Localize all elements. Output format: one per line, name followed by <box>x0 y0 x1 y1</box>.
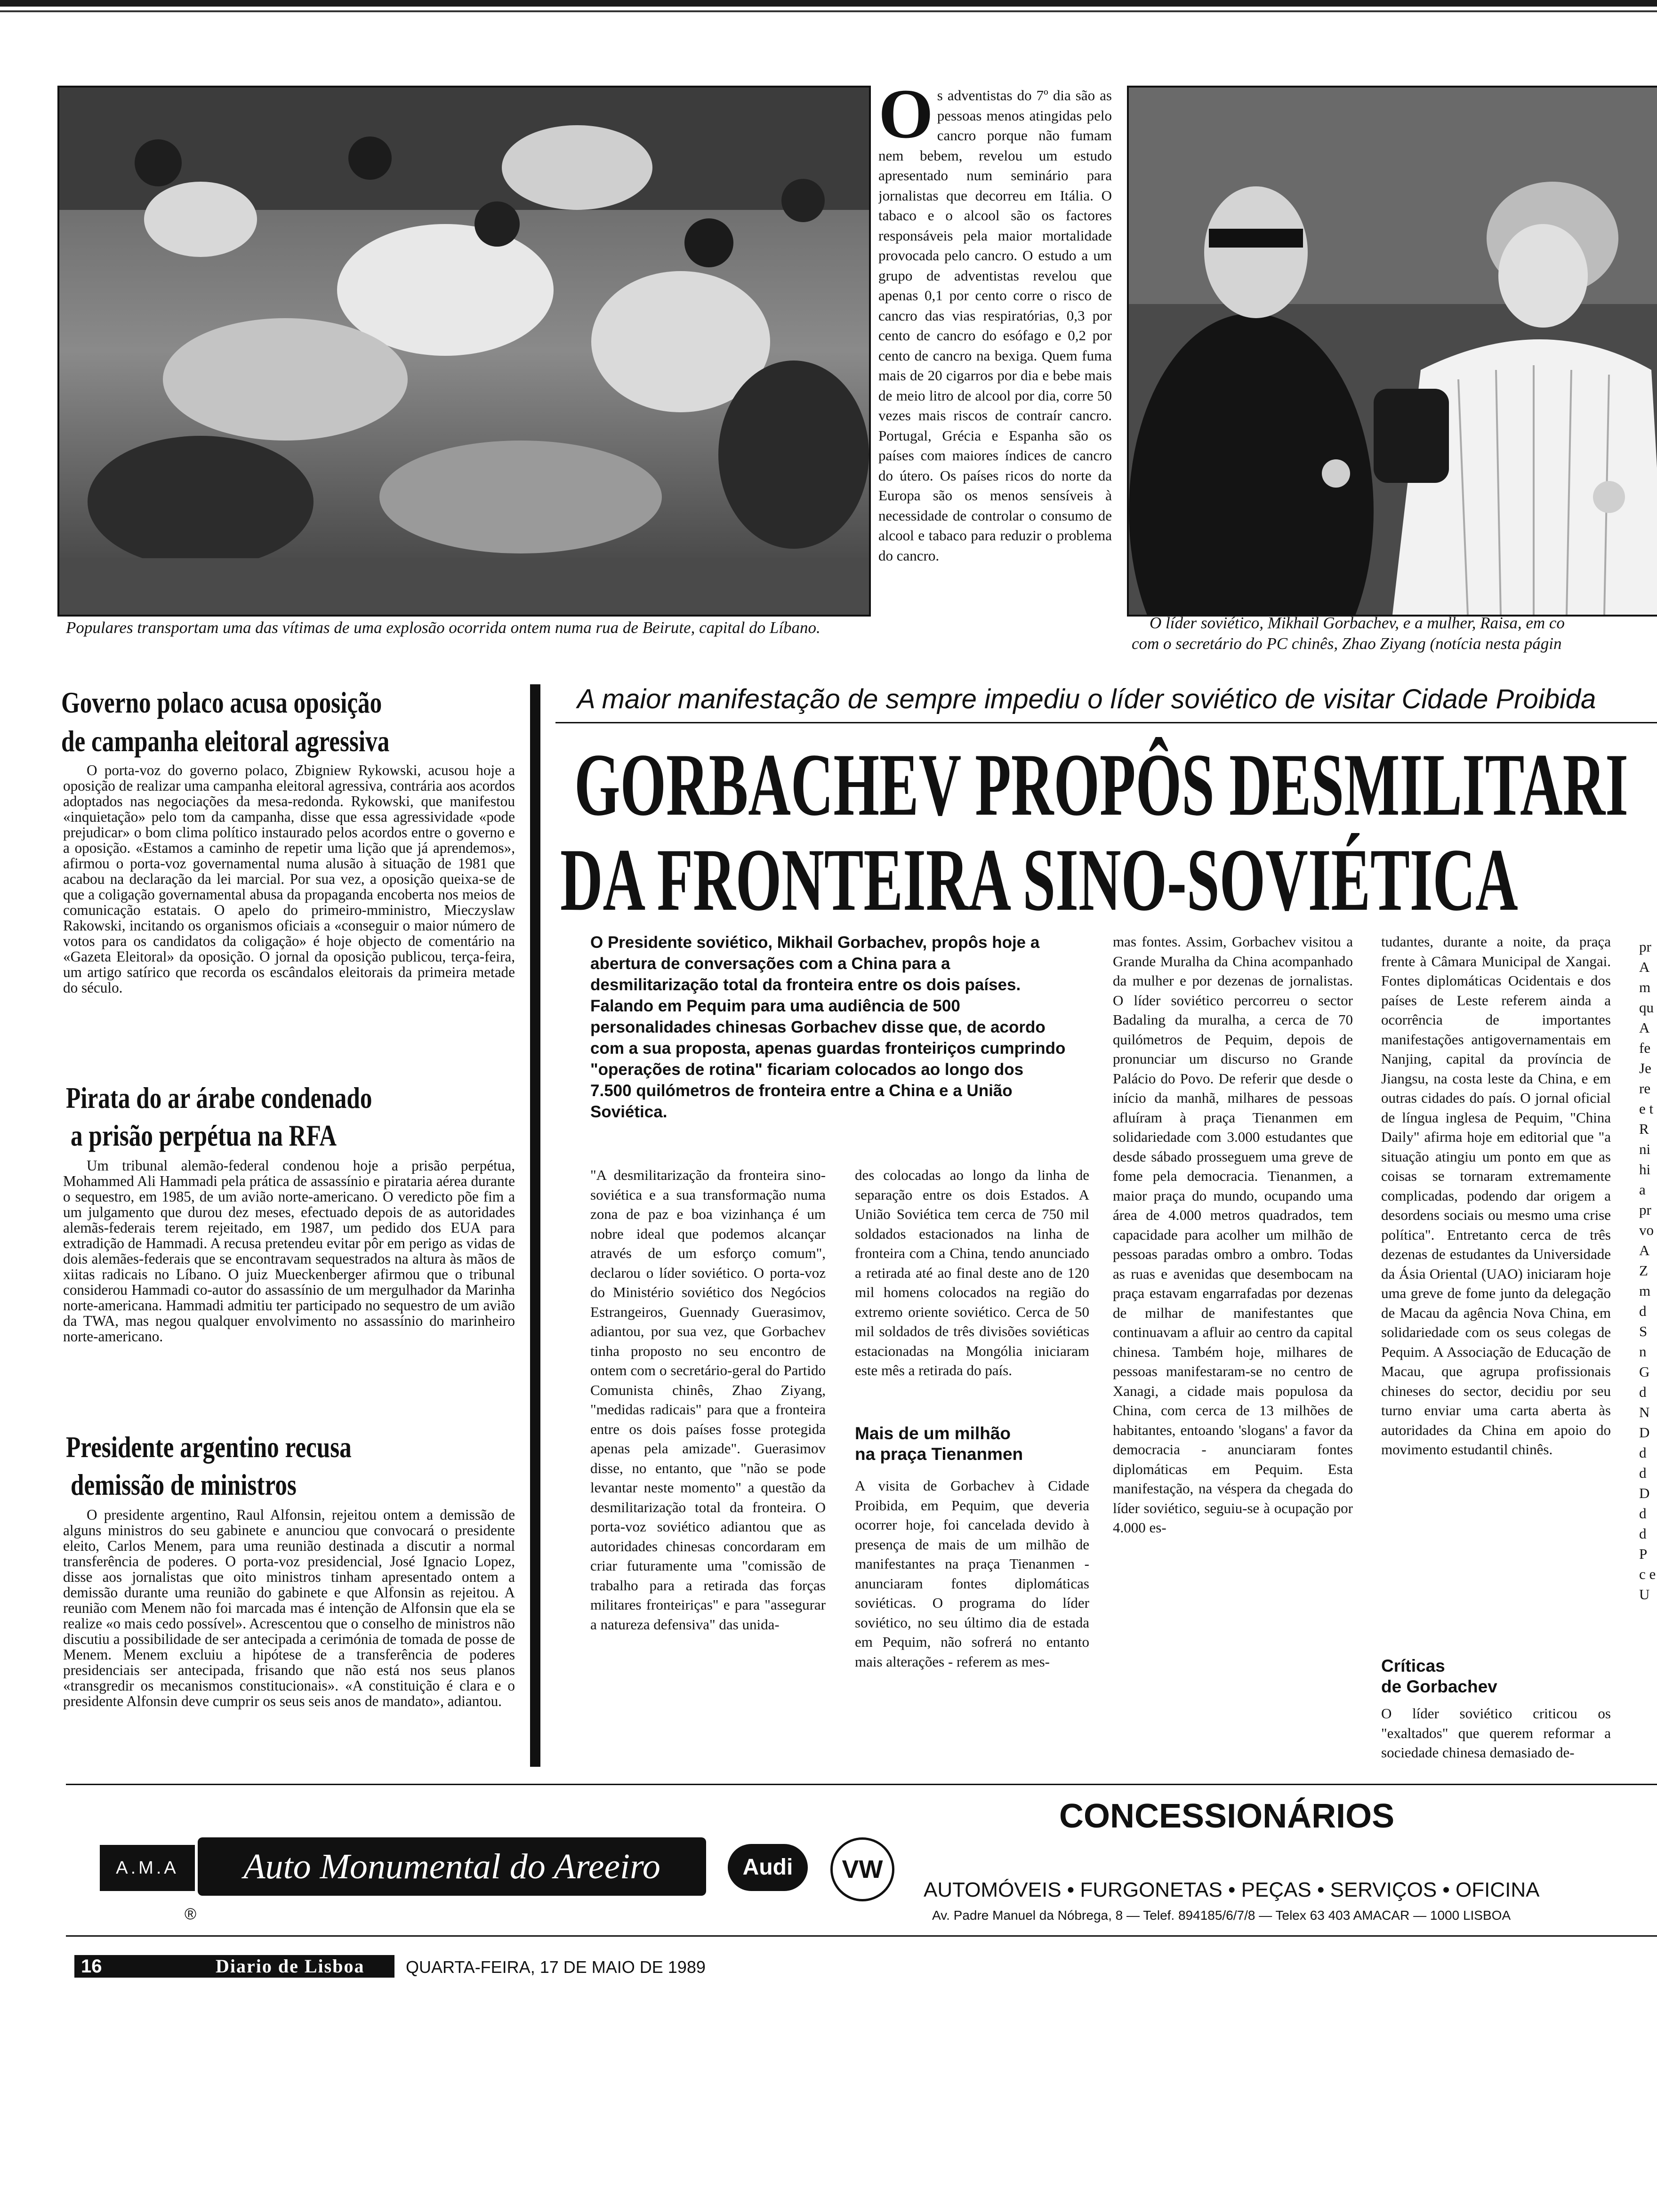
subhead-tienanmen-line1: Mais de um milhão <box>855 1424 1011 1443</box>
ad-bottom-rule <box>66 1935 1657 1937</box>
top-edge-strip <box>0 0 1657 7</box>
gorbachev-col3: mas fontes. Assim, Gorbachev visitou a Grande Muralha da China acompanhado da mulher e por dezenas de jornalistas. O líder soviético percorreu o sector Badaling da muralha, a cerca de 70 quilómetros de Pequim, depois de pronunciar um discurso no Grande Palácio do Povo. De referir que desde o início da manhã, milhares de pessoas afluíram à praça Tienanmen em solidariedade com 3.000 estudantes que desde sábado prosseguem uma greve de fome pela democracia. Tienanmen, a maior praça do mundo, ocupando uma área de 4.000 metros quadrados, tem capacidade para acolher um milhão de pessoas paradas ombro a ombro. Todas as ruas e avenidas que desembocam na praça estavam engarrafadas por dezenas de milhar de manifestantes que continuavam a afluir ao centro da capital chinesa. Também hoje, milhares de pessoas manifestaram-se no centro de Xanagi, a cidade mais populosa da China, com cerca de 13 milhões de habitantes, entoando 'slogans' a favor da democracia - anunciaram fontes diplomáticas em Pequim. Esta manifestação, na véspera da chegada do líder soviético, seguiu-se à ocupação por 4.000 es- <box>1113 933 1353 1536</box>
subhead-criticas-line2: de Gorbachev <box>1381 1677 1497 1696</box>
beirute-photo-image <box>59 88 869 615</box>
monumental-logo <box>198 1837 706 1896</box>
ad-top-rule <box>66 1784 1657 1785</box>
gorbachev-col2: des colocadas ao longo da linha de separação entre os dois Estados. A União Soviética tem cerca de 750 mil soldados estacionados na linha de fronteira com a China, tendo anunciado a retirada até ao final deste ano de 120 mil homens colocados na região do extremo oriente soviético. Cerca de 50 mil soldados de três divisões soviéticas estacionadas na Mongólia iniciaram este mês a retirada do país. <box>855 1167 1089 1378</box>
ama-logo-text: A.M.A <box>116 1858 179 1878</box>
adventistas-brief <box>878 86 1112 661</box>
photo-gorbachev <box>1127 86 1657 617</box>
gorbachev-headline-line2: DA FRONTEIRA SINO-SOVIÉTICA <box>560 831 1518 930</box>
monumental-script: Auto Monumental do Areeiro <box>243 1847 660 1886</box>
page-number: 16 <box>81 1956 102 1977</box>
gorbachev-col1: "A desmilitarização da fronteira sino-soviética e a sua transformação numa zona de paz e boa vizinhança é um nobre ideal que podemos alcançar através de um esforço comum", declarou o líder soviético. O porta-voz do Ministério soviético dos Negócios Estrangeiros, Guennady Guerasimov, adiantou, por sua vez, que Gorbachev tinha proposto no seu encontro de ontem com o secretário-geral do Partido Comunista chinês, Zhao Ziyang, "medidas radicais" para que a fronteira entre os dois países fosse protegida apenas pela amizade". Guerasimov disse, no entanto, que "não se pode levantar neste momento" a questão da desmilitarização total da fronteira. O porta-voz soviético adiantou que as autoridades chinesas concordaram em criar futuramente uma "comissão de trabalho para a retirada das forças militares fronteiriças" e para "assegurar a natureza defensiva" das unida- <box>590 1167 826 1633</box>
ad-title: CONCESSIONÁRIOS <box>1059 1797 1395 1835</box>
polaco-headline-line2: de campanha eleitoral agressiva <box>61 724 390 758</box>
caption-gorbachev-line1: O líder soviético, Mikhail Gorbachev, e a mulher, Raisa, em co <box>1150 614 1565 632</box>
vw-logo-icon <box>830 1837 894 1901</box>
polaco-headline-line1: Governo polaco acusa oposição <box>61 686 382 719</box>
gorbachev-headline-line1: GORBACHEV PROPÔS DESMILITARI <box>574 736 1628 834</box>
subhead-tienanmen-line2: na praça Tienanmen <box>855 1444 1023 1464</box>
photo-beirute <box>57 86 871 617</box>
subhead-criticas-line1: Críticas <box>1381 1656 1445 1675</box>
section-divider-bar <box>530 684 540 1767</box>
adventistas-text: s adventistas do 7º dia são as pessoas menos atingidas pelo cancro porque não fumam nem bebem, revelou um estudo apresentado num seminário para jornalistas que decorreu em Itália. O tabaco e o alcool são os factores responsáveis pela maior mortalidade provocada pelo cancro. O estudo a um grupo de adventistas revelou que apenas 0,1 por cento corre o risco de cancro das vias respiratórias, 0,3 por cento de cancro do esófago e 0,2 por cento de cancro na bexiga. Quem fuma mais de 20 cigarros por dia e bebe mais de meio litro de alcool por dia, corre 50 vezes mais riscos de contraír cancro. Portugal, Grécia e Espanha são os países com maiores índices de cancro do útero. Os países ricos do norte da Europa são os menos sensíveis à necessidade de controlar o consumo de alcool e tabaco para reduzir o problema do cancro. <box>878 87 1112 564</box>
argentino-headline-line2: demissão de ministros <box>71 1468 297 1501</box>
argentino-headline-line1: Presidente argentino recusa <box>66 1430 352 1464</box>
pirata-body: Um tribunal alemão-federal condenou hoje a prisão perpétua, Mohammed Ali Hammadi pela prática de assassínio e pirataria aérea durante o sequestro, em 1985, de um avião norte-americano. O veredicto põe fim a um julgamento que durou dez meses, efectuado depois de as autoridades alemãs-federais terem rejeitado, em 1987, um pedido dos EUA para extradição de Hammadi. A recusa pretendeu evitar pôr em perigo as vidas de dois alemães-federais que se encontravam sequestrados na altura às mãos de xiitas radicais no Líbano. O juiz Mueckenberger afirmou que o tribunal considerou Hammadi co-autor do assassínio de um mergulhador da Marinha norte-americana. Hammadi admitiu ter participado no sequestro de um avião da TWA, mas negou qualquer envolvimento no assassínio do marinheiro norte-americano. <box>63 1158 515 1345</box>
page-number-box <box>74 1955 394 1978</box>
gorbachev-edge-column: pr A m qu A fe Je re e t R ni hi a pr vo A Z m d S n G d N D d d D d d P c e U <box>1639 938 1656 1603</box>
ad-address: Av. Padre Manuel da Nóbrega, 8 — Telef. 894185/6/7/8 — Telex 63 403 AMACAR — 1000 LISBOA <box>932 1908 1511 1923</box>
gorbachev-col4: tudantes, durante a noite, da praça frente à Câmara Municipal de Xangai. Fontes diplomáticas Ocidentais e dos países de Leste referem ainda a ocorrência de importantes manifestações antigovernamentais em Nanjing, capital da província de Jiangsu, na costa leste da China, e em outras cidades do país. O jornal oficial de língua inglesa de Pequim, "China Daily" afirma hoje em editorial que "a situação atingiu um ponto em que as coisas se tornaram extremamente complicadas, podendo dar origem a desordens sociais ou mesmo uma crise política". Entretanto cerca de três dezenas de estudantes da Universidade da Ásia Oriental (UAO) iniciaram hoje uma greve de fome junto da delegação de Macau da agência Nova China, em solidariedade com os seus colegas de Pequim. A Associação de Educação de Macau, que agrupa profissionais chineses do sector, decidiu por seu turno enviar uma carta aberta às autoridades da China em apoio do movimento estudantil chinês. <box>1381 933 1611 1458</box>
gorbachev-col4b: O líder soviético criticou os "exaltados" que querem reformar a sociedade chinesa demasiado de- <box>1381 1705 1611 1761</box>
gorbachev-col2b: A visita de Gorbachev à Cidade Proibida, em Pequim, que deveria ocorrer hoje, foi cancelada devido à presença de mais de um milhão de manifestantes na praça Tienanmen - anunciaram fontes diplomáticas soviéticas. O programa do líder soviético, no seu último dia de estada em Pequim, não sofrerá no entanto mais alterações - referem as mes- <box>855 1477 1089 1670</box>
ama-logo <box>100 1845 195 1891</box>
caption-gorbachev <box>1132 613 1657 654</box>
ad-services: AUTOMÓVEIS • FURGONETAS • PEÇAS • SERVIÇOS • OFICINA <box>924 1878 1540 1901</box>
caption-gorbachev-line2: com o secretário do PC chinês, Zhao Ziyang (notícia nesta págin <box>1132 634 1562 653</box>
gorbachev-lead: O Presidente soviético, Mikhail Gorbachev, propôs hoje a abertura de conversações com a China para a desmilitarização total da fronteira entre os dois países. Falando em Pequim para uma audiência de 500 personalidades chinesas Gorbachev disse que, de acordo com a sua proposta, apenas guardas fronteiriços cumprindo "operações de rotina" ficariam colocados ao longo dos 7.500 quilómetros de fronteira entre a China e a União Soviética. <box>590 933 1066 1121</box>
audi-logo-text: Audi <box>742 1855 793 1880</box>
vw-logo-text: VW <box>842 1855 883 1883</box>
argentino-body: O presidente argentino, Raul Alfonsin, rejeitou ontem a demissão de alguns ministros do seu gabinete e anunciou que convocará o presidente eleito, Carlos Menem, para uma reunião destinada a discutir a normal transferência de poderes. O porta-voz presidencial, José Ignacio Lopez, disse aos jornalistas que oito ministros tinham apresentado ontem a demissão durante uma reunião do gabinete e que Alfonsin as rejeitou. A reunião com Menem não foi marcada mas é intenção de Alfonsin que ela se realize «o mais cedo possível». Acrescentou que o conselho de ministros não discutiu a possibilidade de ser antecipada a cerimónia de tomada de posse de Menem. Menem excluiu a hipótese de a transferência de poderes presidenciais ser antecipada, frisando que não está nos seus planos «transgredir os mecanismos constitucionais». «A constituição é clara e o presidente Alfonsin deve cumprir os seus seis anos de mandato», adiantou. <box>63 1507 515 1709</box>
registered-mark: ® <box>185 1905 197 1923</box>
audi-logo <box>728 1844 808 1891</box>
gorbachev-kicker: A maior manifestação de sempre impediu o líder soviético de visitar Cidade Proibida <box>577 684 1596 714</box>
kicker-underline <box>555 722 1657 723</box>
masthead: Diario de Lisboa <box>216 1956 365 1977</box>
polaco-body: O porta-voz do governo polaco, Zbigniew Rykowski, acusou hoje a oposição de realizar uma campanha eleitoral agressiva, contrária aos acordos adoptados nas negociações da mesa-redonda. Rykowski, que manifestou «inquietação» pelo tom da campanha, disse que essa agressividade «pode prejudicar» o bom clima político instaurado pelos acordos entre o governo e a oposição. «Estamos a caminho de repetir uma lição que já aprendemos», afirmou o porta-voz governamental numa alusão à situação de 1981 que acabou na declaração da lei marcial. Por sua vez, a oposição queixa-se de que a coligação governamental abusa da propaganda encoberta nos meios de comunicação estatais. O apelo do primeiro-mministro, Mieczyslaw Rakowski, incitando os organismos oficiais a «conseguir o maior número de votos para os candidatos da coligação» é hoje objecto de comentário na «Gazeta Eleitoral» da oposição. O jornal da oposição publicou, terça-feira, um artigo satírico que recorda os escândalos eleitorais da primeira metade do século. <box>63 762 515 996</box>
footer-date: QUARTA-FEIRA, 17 DE MAIO DE 1989 <box>406 1957 706 1977</box>
caption-beirute: Populares transportam uma das vítimas de uma explosão ocorrida ontem numa rua de Beirute, capital do Líbano. <box>66 618 820 637</box>
top-edge-line <box>0 10 1657 12</box>
gorbachev-photo-image <box>1129 88 1657 615</box>
pirata-headline-line1: Pirata do ar árabe condenado <box>66 1081 372 1114</box>
adventistas-dropcap: O <box>878 86 933 153</box>
pirata-headline-line2: a prisão perpétua na RFA <box>71 1119 337 1152</box>
